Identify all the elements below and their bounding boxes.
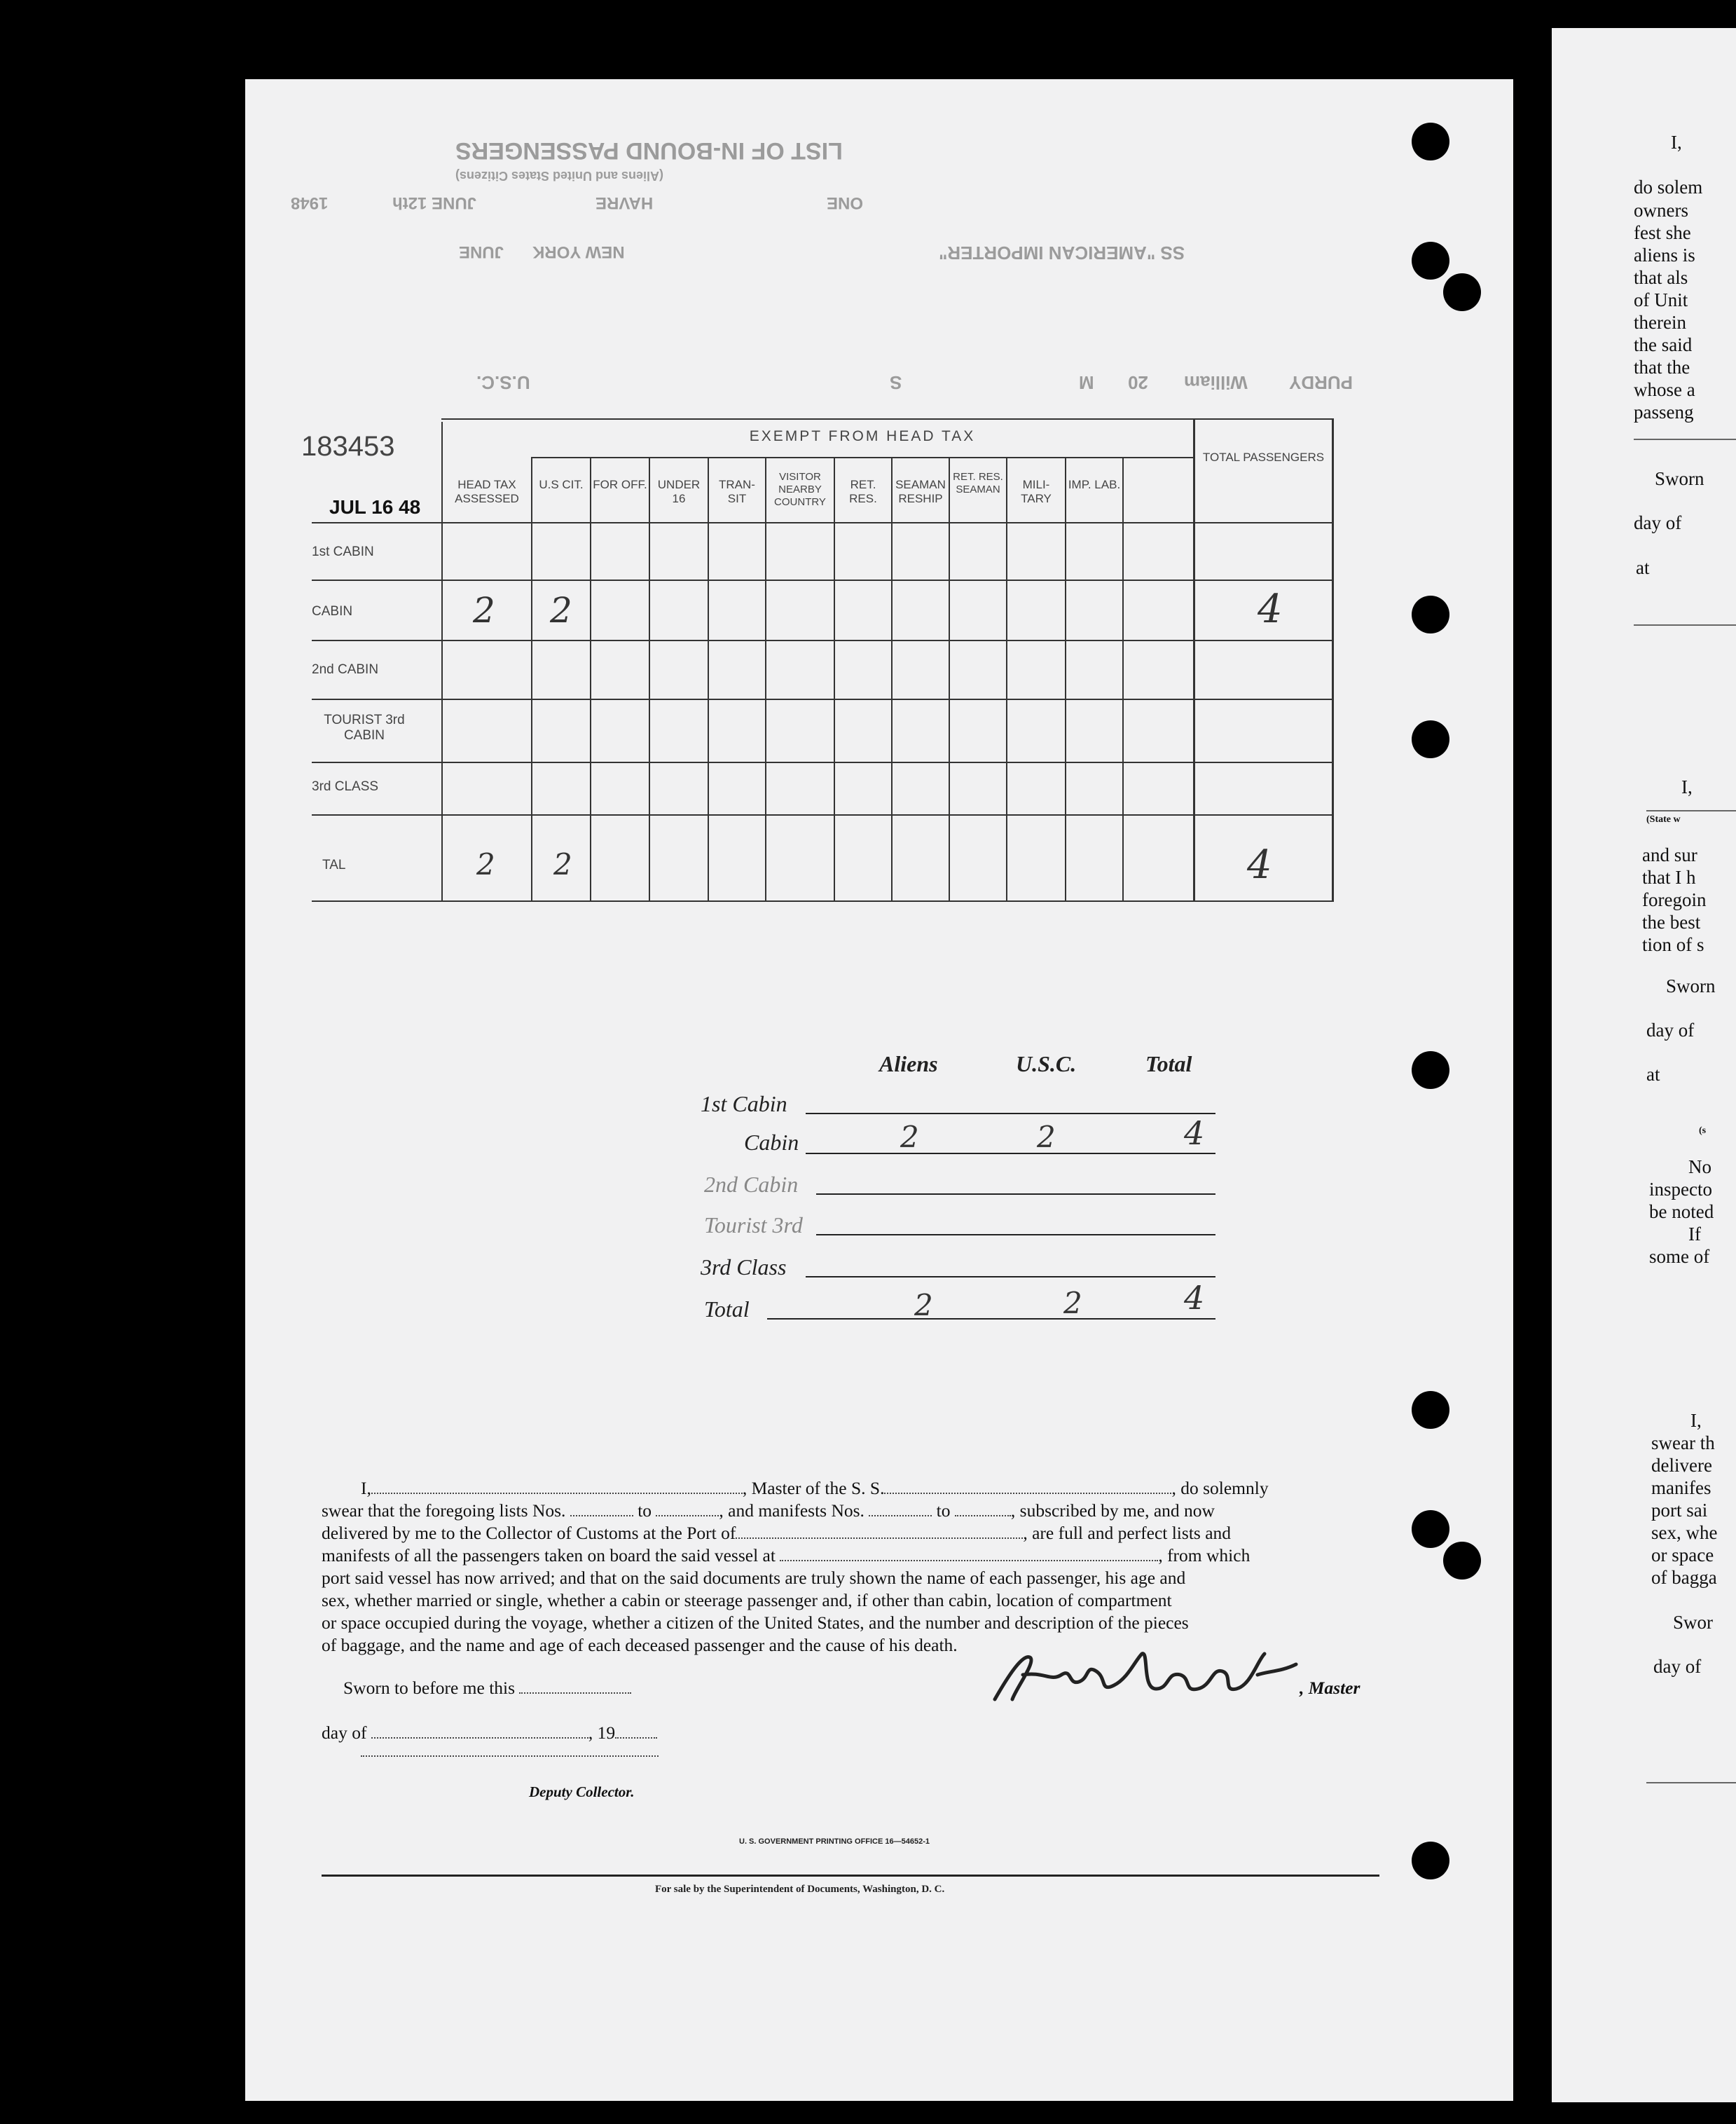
rp-line: owners <box>1634 200 1688 221</box>
rp-line: (State w <box>1646 814 1681 825</box>
row-label-cabin: CABIN <box>312 604 353 619</box>
col-head-tax: HEAD TAX ASSESSED <box>455 478 519 505</box>
oath-master-ss: , Master of the S. S. <box>742 1478 885 1498</box>
rp-line: Sworn <box>1666 975 1716 996</box>
oath-line3b: , are full and perfect lists and <box>1023 1523 1232 1543</box>
punch-hole <box>1443 1542 1481 1580</box>
col-imp: IMP. LAB. <box>1068 478 1121 491</box>
reverse-title: LIST OF IN-BOUND PASSENGERS <box>455 137 843 164</box>
oath-line8: of baggage, and the name and age of each deceased passenger and the cause of his death. <box>322 1635 958 1655</box>
col-transit: TRAN- SIT <box>719 478 755 505</box>
col-ret-res: RET. RES. <box>849 478 877 505</box>
reverse-surname: PURDY <box>1289 372 1353 393</box>
total-total: 4 <box>1247 842 1272 888</box>
oath-line4a: manifests of all the passengers taken on board the said vessel at <box>322 1545 776 1565</box>
oath-line2c: , and manifests Nos. <box>719 1500 864 1521</box>
summary-row-total: Total <box>704 1296 750 1322</box>
gpo-imprint: U. S. GOVERNMENT PRINTING OFFICE 16—54652-1 <box>739 1837 930 1846</box>
rp-line: and sur <box>1642 844 1697 865</box>
summary-col-aliens: Aliens <box>879 1051 938 1076</box>
reverse-subtitle: (Aliens and United States Citizens) <box>455 169 664 183</box>
oath-line3a: delivered by me to the Collector of Customs at the Port of <box>322 1523 736 1543</box>
oath-line2e: , subscribed by me, and now <box>1010 1500 1215 1521</box>
col-seaman-reship: SEAMAN RESHIP <box>895 478 946 505</box>
rp-line: inspecto <box>1649 1179 1712 1200</box>
oath-day-of: day of <box>322 1722 367 1743</box>
oath-line6: sex, whether married or single, whether a cabin or steerage passenger and, if other than cabin, location of compartment <box>322 1590 1172 1610</box>
reverse-arrival-date: JUNE <box>459 242 504 261</box>
rp-line: aliens is <box>1634 245 1695 266</box>
punch-hole <box>1412 1391 1449 1429</box>
rp-line: day of <box>1634 512 1682 533</box>
serial-stamp: 183453 <box>301 431 395 462</box>
rp-line: (s <box>1699 1125 1707 1136</box>
punch-hole <box>1412 1842 1449 1879</box>
reverse-arriving: NEW YORK <box>532 242 625 261</box>
rp-line: or space <box>1651 1544 1714 1565</box>
rp-line: the said <box>1634 334 1693 355</box>
summary-cabin-usc: 2 <box>1037 1120 1056 1154</box>
oath-line4b: , from which <box>1158 1545 1251 1565</box>
oath-year: , 19 <box>588 1722 616 1743</box>
punch-hole <box>1412 596 1449 633</box>
rp-line: manifes <box>1651 1477 1711 1498</box>
punch-hole <box>1412 1510 1449 1548</box>
rp-line: delivere <box>1651 1455 1712 1476</box>
reverse-status: S <box>890 372 902 393</box>
sale-notice: For sale by the Superintendent of Documents, Washington, D. C. <box>655 1884 945 1895</box>
row-label-1st-cabin: 1st CABIN <box>312 544 374 559</box>
punch-hole <box>1443 273 1481 311</box>
oath-i: I, <box>361 1478 371 1498</box>
summary-row-3rd-class: 3rd Class <box>701 1254 787 1280</box>
oath-line2a: swear that the foregoing lists Nos. <box>322 1500 566 1521</box>
rp-line: that the <box>1634 357 1690 378</box>
rp-line: be noted <box>1649 1201 1714 1222</box>
oath-line2b: to <box>638 1500 652 1521</box>
head-tax-table <box>312 418 1335 902</box>
oath-solemnly: , do solemnly <box>1171 1478 1269 1498</box>
deputy-collector-label: Deputy Collector. <box>529 1783 635 1800</box>
rp-line: at <box>1636 557 1650 578</box>
oath-line2d: to <box>936 1500 951 1521</box>
rp-line: fest she <box>1634 222 1691 243</box>
rp-line: I, <box>1681 776 1693 797</box>
reverse-age: 20 <box>1128 372 1148 393</box>
master-signature <box>981 1633 1310 1710</box>
punch-hole <box>1412 1051 1449 1089</box>
summary-cabin-total: 4 <box>1184 1114 1205 1152</box>
rp-line: some of <box>1649 1246 1710 1267</box>
reverse-from-date: JUNE 12th <box>392 193 477 212</box>
summary-total-aliens: 2 <box>914 1288 933 1322</box>
rp-line: that I h <box>1642 867 1696 888</box>
summary-cabin-aliens: 2 <box>900 1120 919 1154</box>
oath-line7: or space occupied during the voyage, whether a citizen of the United States, and the number and description of the pieces <box>322 1612 1189 1633</box>
row-label-2nd-cabin: 2nd CABIN <box>312 662 379 677</box>
rp-line: tion of s <box>1642 934 1704 955</box>
punch-hole <box>1412 242 1449 280</box>
col-visitor: VISITOR NEARBY COUNTRY <box>774 471 826 508</box>
row-label-tourist: TOURIST 3rd CABIN <box>324 713 405 743</box>
rp-line: passeng <box>1634 402 1694 423</box>
rp-line: do solem <box>1634 177 1703 198</box>
row-label-3rd-class: 3rd CLASS <box>312 779 379 794</box>
col-ret-res-seaman: RET. RES. SEAMAN <box>953 471 1003 495</box>
oath-sworn: Sworn to before me this <box>343 1678 516 1698</box>
master-label: , Master <box>1300 1678 1360 1698</box>
rp-line: I, <box>1690 1410 1702 1431</box>
rp-line: whose a <box>1634 379 1695 400</box>
summary-col-total: Total <box>1145 1051 1192 1076</box>
summary-total-usc: 2 <box>1063 1286 1082 1320</box>
rp-line: that als <box>1634 267 1688 288</box>
summary-col-usc: U.S.C. <box>1016 1051 1077 1076</box>
cabin-head-tax: 2 <box>473 590 495 631</box>
col-usc: U.S CIT. <box>539 478 584 491</box>
total-head-tax: 2 <box>476 847 495 882</box>
summary-row-tourist: Tourist 3rd <box>704 1212 803 1238</box>
reverse-sex: M <box>1079 372 1094 393</box>
oath-line5: port said vessel has now arrived; and that on the said documents are truly shown the name of each passenger, his age and <box>322 1568 1186 1588</box>
summary-row-cabin: Cabin <box>744 1130 799 1155</box>
rp-line: No <box>1688 1156 1711 1177</box>
rp-line: the best <box>1642 912 1701 933</box>
cabin-total: 4 <box>1258 587 1283 632</box>
reverse-from-port: HAVRE <box>595 193 654 212</box>
col-military: MILI- TARY <box>1021 478 1052 505</box>
rp-line: If <box>1688 1224 1701 1245</box>
punch-hole <box>1412 123 1449 160</box>
date-stamp: JUL 16 48 <box>329 496 421 518</box>
reverse-year: 1948 <box>291 193 329 212</box>
rp-line: of bagga <box>1651 1567 1717 1588</box>
rp-line: of Unit <box>1634 289 1688 310</box>
rp-line: swear th <box>1651 1432 1715 1453</box>
page-corner <box>1485 70 1527 112</box>
summary-row-2nd-cabin: 2nd Cabin <box>704 1172 799 1197</box>
rp-line: sex, whe <box>1651 1522 1718 1543</box>
rp-line: day of <box>1646 1020 1695 1041</box>
reverse-class: ONE <box>827 193 864 212</box>
total-usc: 2 <box>553 847 572 882</box>
col-for-off: FOR OFF. <box>593 478 647 491</box>
rp-line: foregoin <box>1642 889 1707 910</box>
col-under16: UNDER 16 <box>657 478 701 505</box>
rp-line: port sai <box>1651 1500 1708 1521</box>
cabin-usc: 2 <box>550 590 572 631</box>
summary-total-total: 4 <box>1184 1279 1205 1317</box>
row-label-total: TAL <box>322 858 346 872</box>
rp-line: Swor <box>1673 1612 1714 1633</box>
reverse-vessel: SS "AMERICAN IMPORTER" <box>939 242 1185 263</box>
rp-line: I, <box>1671 132 1682 153</box>
reverse-citizenship: U.S.C. <box>476 372 530 393</box>
rp-line: at <box>1646 1064 1660 1085</box>
rp-line: therein <box>1634 312 1686 333</box>
punch-hole <box>1412 720 1449 758</box>
rp-line: day of <box>1653 1656 1702 1677</box>
reverse-given: William <box>1184 372 1248 393</box>
summary-row-1st-cabin: 1st Cabin <box>701 1091 787 1116</box>
col-total: TOTAL PASSENGERS <box>1202 451 1325 464</box>
exempt-header: EXEMPT FROM HEAD TAX <box>749 428 976 444</box>
rp-line: Sworn <box>1655 468 1704 489</box>
